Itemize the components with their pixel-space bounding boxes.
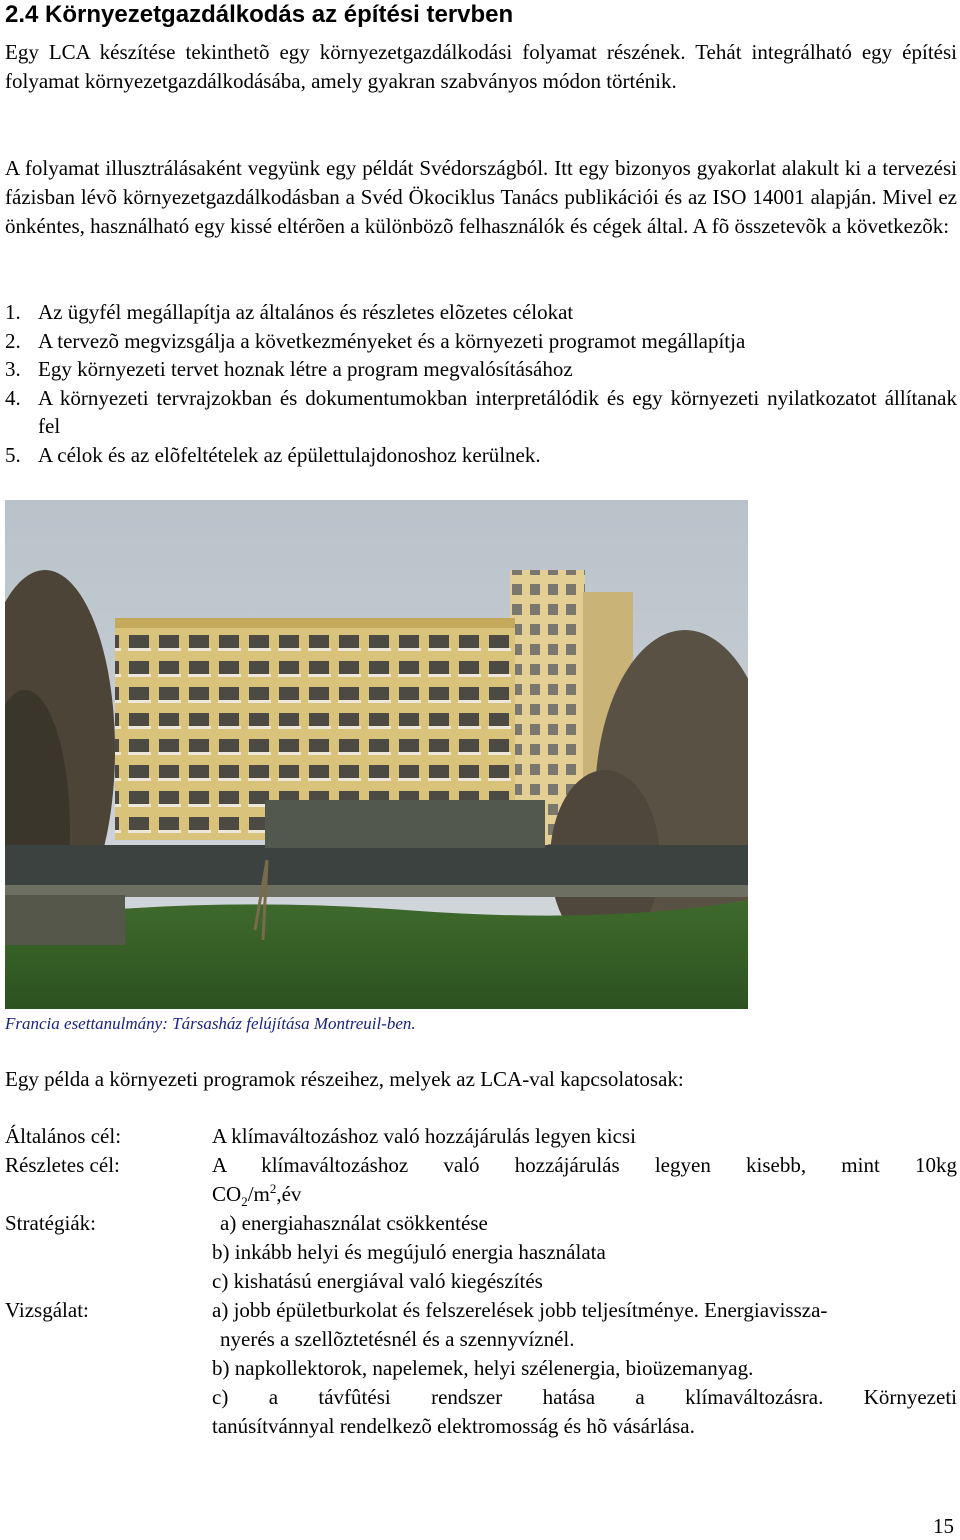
- investigation-row: [5, 1296, 957, 1441]
- building-photo: [5, 500, 748, 1009]
- paragraph-sweden: A folyamat illusztrálásaként vegyünk egy példát Svédországból. Itt egy bizonyos gyakorlat alakult ki a tervezési fázisban lévõ környezetgazdálkodásban a Svéd Ökociklus Tanács publikációi és az ISO 14001 alapján. Mivel ez önkéntes, használható egy kissé eltérõen a különbözõ felhasználók és cégek által. A fõ összetevõk a következõk:: [5, 156, 957, 238]
- list-item: 5. A célok és az elõfeltételek az épülettulajdonoshoz kerülnek.: [5, 442, 541, 467]
- strategies-row: [5, 1209, 957, 1296]
- detailed-goal-text: A klímaváltozáshoz való hozzájárulás legyen kisebb, mint 10kg: [212, 1153, 957, 1177]
- investigation-item-c: c) a távfûtési rendszer hatása a klímaváltozásra. Környezeti: [212, 1385, 957, 1409]
- general-goal-row: [5, 1122, 957, 1151]
- investigation-label: Vizsgálat:: [5, 1298, 89, 1322]
- photo-caption: Francia esettanulmány: Társasház felújítása Montreuil-ben.: [5, 1014, 416, 1033]
- detailed-goal-unit: $CO_2/m^2,év$: [212, 1181, 302, 1210]
- process-steps-list: [5, 298, 957, 469]
- paragraph-lca: Egy LCA készítése tekinthetõ egy környezetgazdálkodási folyamat részének. Tehát integrálható egy építési folyamat környezetgazdálkodásába, amely gyakran szabványos módon történik.: [5, 40, 957, 93]
- investigation-item-c-cont: tanúsítvánnyal rendelkezõ elektromosság és hõ vásárlása.: [212, 1414, 695, 1438]
- goals-table: [5, 1122, 957, 1441]
- page-number: 15: [933, 1514, 954, 1538]
- detailed-goal-label: Részletes cél:: [5, 1153, 120, 1177]
- goals-intro: Egy példa a környezeti programok részeihez, melyek az LCA-val kapcsolatosak:: [5, 1067, 684, 1091]
- section-heading: 2.4 Környezetgazdálkodás az építési tervben: [5, 1, 514, 28]
- general-goal-text: A klímaváltozáshoz való hozzájárulás legyen kicsi: [212, 1124, 636, 1148]
- investigation-item-b: b) napkollektorok, napelemek, helyi szélenergia, bioüzemanyag.: [212, 1356, 754, 1380]
- list-item: 3. Egy környezeti tervet hoznak létre a program megvalósításához: [5, 357, 573, 381]
- investigation-item-a: a) jobb épületburkolat és felszerelések jobb teljesítménye. Energiavissza-: [212, 1298, 828, 1322]
- general-goal-label: Általános cél:: [5, 1124, 122, 1148]
- investigation-item-a-cont: nyerés a szellõztetésnél és a szennyvíznél.: [220, 1327, 575, 1351]
- strategy-item: c) kishatású energiával való kiegészítés: [212, 1269, 543, 1293]
- strategy-item: a) energiahasználat csökkentése: [220, 1211, 488, 1235]
- strategy-item: b) inkább helyi és megújuló energia használata: [212, 1240, 606, 1264]
- detailed-goal-row: [5, 1151, 957, 1209]
- list-item: 4. A környezeti tervrajzokban és dokumentumokban interpretálódik és egy környezeti nyilatkozatot állítanak fel: [5, 385, 957, 438]
- strategies-label: Stratégiák:: [5, 1211, 96, 1235]
- list-item: 2. A tervezõ megvizsgálja a következményeket és a környezeti programot megállapítja: [5, 328, 746, 353]
- list-item: 1. Az ügyfél megállapítja az általános és részletes elõzetes célokat: [5, 300, 574, 324]
